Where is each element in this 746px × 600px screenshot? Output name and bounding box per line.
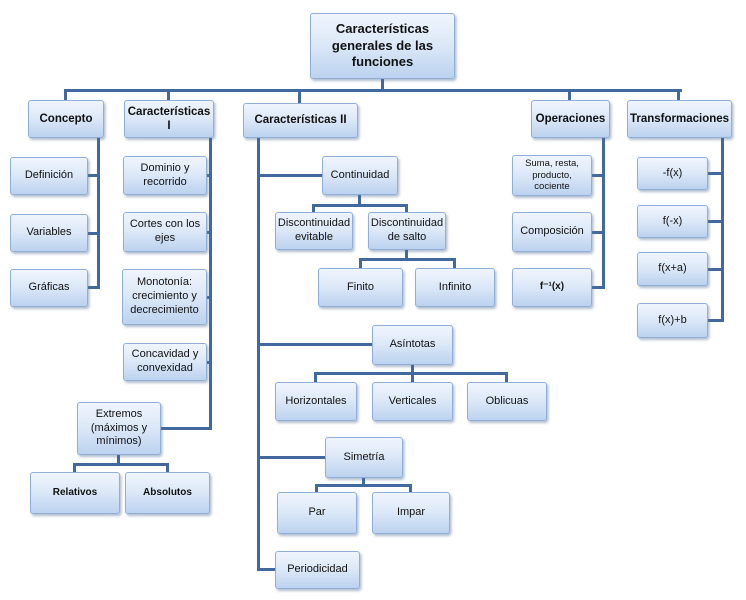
connector-line — [73, 463, 169, 466]
node-monotonia: Monotonía: crecimiento y decrecimiento — [122, 269, 207, 325]
connector-line — [592, 286, 605, 289]
node-relativos: Relativos — [30, 472, 120, 514]
connector-line — [708, 319, 724, 322]
node-funcion-inversa: f⁻¹(x) — [512, 268, 592, 307]
node-oblicuas: Oblicuas — [467, 382, 547, 421]
node-discontinuidad-evitable: Discontinuidad evitable — [275, 212, 353, 250]
node-verticales: Verticales — [372, 382, 453, 421]
node-definicion: Definición — [10, 157, 88, 195]
connector-line — [257, 568, 275, 571]
connector-line — [207, 296, 212, 299]
connector-line — [708, 172, 721, 175]
node-par: Par — [277, 492, 357, 534]
connector-line — [602, 138, 605, 289]
connector-line — [592, 174, 602, 177]
connector-line — [312, 204, 408, 207]
connector-line — [359, 258, 456, 261]
connector-line — [312, 204, 315, 212]
node-infinito: Infinito — [415, 268, 495, 307]
node-composicion: Composición — [512, 212, 592, 252]
node-simetria: Simetría — [325, 437, 403, 478]
node-root-title: Características generales de las funciones — [310, 13, 455, 79]
node-graficas: Gráficas — [10, 269, 88, 307]
connector-line — [161, 427, 212, 430]
connector-line — [166, 463, 169, 472]
connector-line — [257, 138, 260, 571]
connector-line — [411, 372, 414, 382]
node-caracteristicas-1: Características I — [124, 100, 214, 138]
node-periodicidad: Periodicidad — [275, 551, 360, 589]
node-finito: Finito — [318, 268, 403, 307]
connector-line — [409, 484, 412, 492]
node-suma-resta-producto-cociente: Suma, resta, producto, cociente — [512, 155, 592, 196]
connector-line — [257, 174, 322, 177]
connector-line — [708, 268, 721, 271]
node-f-neg-x: f(-x) — [637, 205, 708, 238]
connector-line — [315, 484, 318, 492]
connector-line — [88, 286, 100, 289]
connector-line — [453, 258, 456, 268]
node-concavidad: Concavidad y convexidad — [123, 343, 207, 381]
node-f-x-plus-b: f(x)+b — [637, 303, 708, 338]
node-caracteristicas-2: Características II — [243, 103, 358, 138]
node-discontinuidad-salto: Discontinuidad de salto — [368, 212, 446, 250]
connector-line — [207, 361, 212, 364]
connector-line — [315, 484, 412, 487]
connector-line — [209, 138, 212, 430]
node-horizontales: Horizontales — [275, 382, 357, 421]
connector-line — [88, 232, 100, 235]
node-concepto: Concepto — [28, 100, 104, 138]
node-f-x-plus-a: f(x+a) — [637, 252, 708, 286]
node-operaciones: Operaciones — [531, 100, 610, 138]
connector-line — [298, 89, 301, 103]
node-variables: Variables — [10, 214, 88, 252]
connector-line — [708, 220, 721, 223]
connector-line — [97, 138, 100, 289]
connector-line — [314, 372, 317, 382]
connector-line — [257, 456, 325, 459]
node-absolutos: Absolutos — [125, 472, 210, 514]
connector-line — [405, 204, 408, 212]
connector-line — [257, 343, 372, 346]
connector-line — [721, 138, 724, 322]
node-transformaciones: Transformaciones — [627, 100, 732, 138]
node-extremos: Extremos (máximos y mínimos) — [77, 402, 161, 455]
node-asintotas: Asíntotas — [372, 325, 453, 365]
node-cortes-ejes: Cortes con los ejes — [123, 212, 207, 252]
connector-line — [73, 463, 76, 472]
connector-line — [359, 258, 362, 268]
connector-line — [64, 89, 682, 92]
connector-line — [207, 231, 212, 234]
connector-line — [592, 231, 602, 234]
node-impar: Impar — [372, 492, 450, 534]
connector-line — [88, 174, 100, 177]
node-neg-f-x: -f(x) — [637, 157, 708, 190]
node-continuidad: Continuidad — [322, 156, 398, 195]
connector-line — [207, 174, 212, 177]
node-dominio-recorrido: Dominio y recorrido — [123, 156, 207, 195]
connector-line — [505, 372, 508, 382]
